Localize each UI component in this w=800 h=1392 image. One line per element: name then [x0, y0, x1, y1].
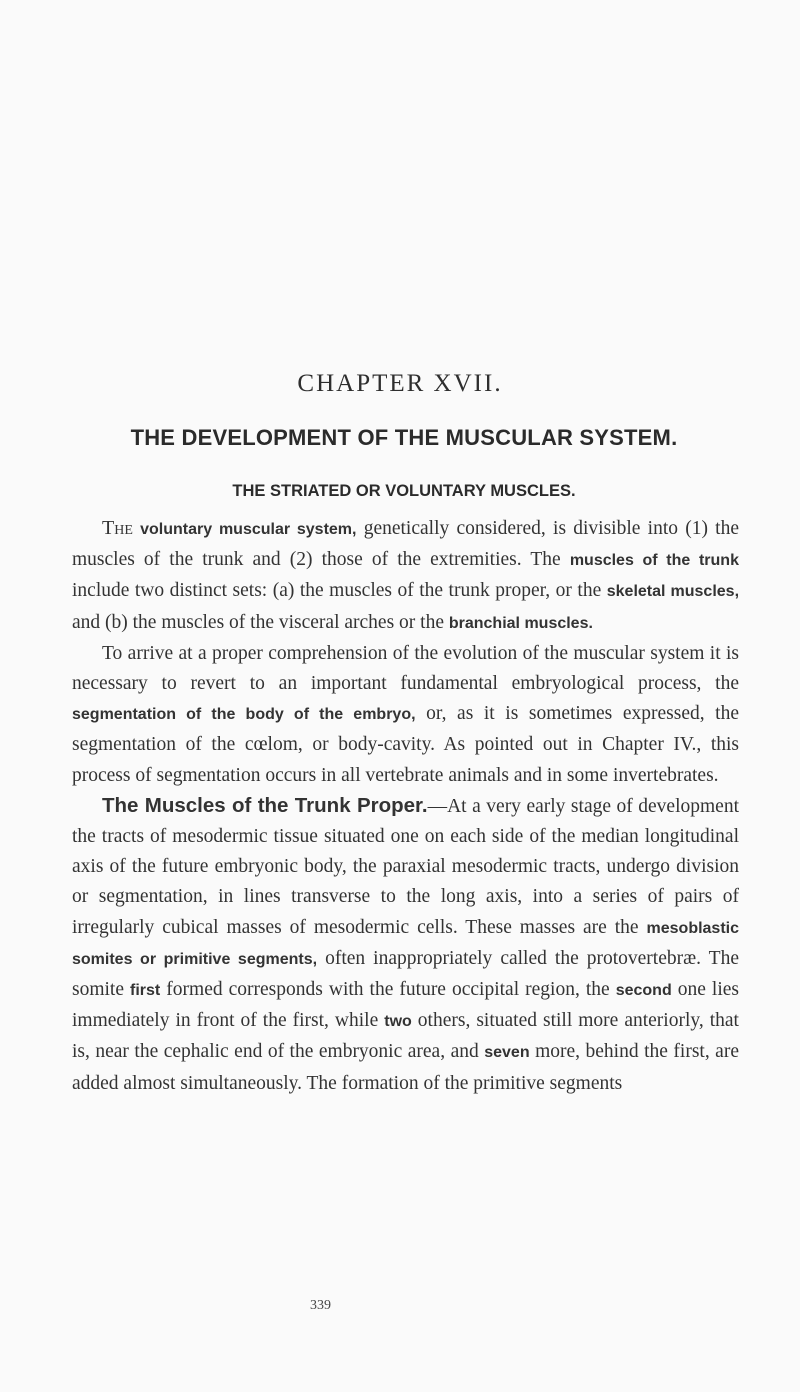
bold-term: seven [484, 1044, 530, 1062]
text-run: more, behind the first, are added almost simultaneously. The formation of the primitive segments [72, 1041, 739, 1094]
text-run: or, as it is sometimes expressed, the segmentation of the cœlom, or body-cavity. As pointed out in Chapter IV., this process of segmentation occurs in all vertebrate animals and in some invertebrates. [72, 703, 739, 786]
page-number: 339 [310, 1298, 331, 1313]
bold-term: muscles of the trunk [569, 552, 739, 570]
text-run: one lies immediately in front of the first, while [72, 979, 739, 1032]
text-run: —At a very early stage of development the tracts of mesodermic tissue situated one on each side of the median longitudinal axis of the future embryonic body, the paraxial mesodermic tracts, undergo division or segmentation, in lines transverse to the long axis, into a series of pairs of irregularly cubical masses of mesodermic cells. These masses are the [72, 795, 739, 938]
bold-term: skeletal muscles, [606, 583, 740, 601]
paragraph-1 [72, 513, 739, 639]
text-run: genetically considered, is divisible into (1) the muscles of the trunk and (2) those of the extremities. The [72, 518, 740, 571]
chapter-heading: THE DEVELOPMENT OF THE MUSCULAR SYSTEM. [130, 425, 678, 450]
paragraph-2 [72, 639, 739, 791]
chapter-title: CHAPTER XVII. [297, 370, 503, 397]
bold-term: branchial muscles. [448, 614, 593, 632]
bold-term: second [615, 982, 672, 1000]
text-run: often inappropriately called the protovertebræ. The somite [72, 947, 739, 1001]
text-run: To arrive at a proper comprehension of the evolution of the muscular system it is necessary to revert to an important fundamental embryological process, the [72, 642, 739, 695]
body-text [72, 513, 739, 1099]
text-run: formed corresponds with the future occipital region, the [160, 979, 616, 1001]
bold-term: two [384, 1013, 412, 1031]
text-run: others, situated still more anteriorly, that is, near the cephalic end of the embryonic area, and [72, 1010, 739, 1063]
section-heading: THE STRIATED OR VOLUNTARY MUSCLES. [232, 482, 576, 500]
bold-term: segmentation of the body of the embryo, [72, 706, 416, 724]
text-run: include two distinct sets: (a) the muscles of the trunk proper, or the [72, 580, 607, 602]
text-run: and (b) the muscles of the visceral arches or the [72, 611, 449, 633]
bold-term: first [130, 982, 161, 1000]
paragraph-3 [72, 791, 739, 1099]
bold-term: mesoblastic somites or primitive segments, [72, 919, 739, 968]
bold-term: voluntary muscular system, [140, 521, 357, 538]
lead-word: The [102, 517, 133, 539]
run-in-heading: The Muscles of the Trunk Proper. [102, 793, 428, 817]
